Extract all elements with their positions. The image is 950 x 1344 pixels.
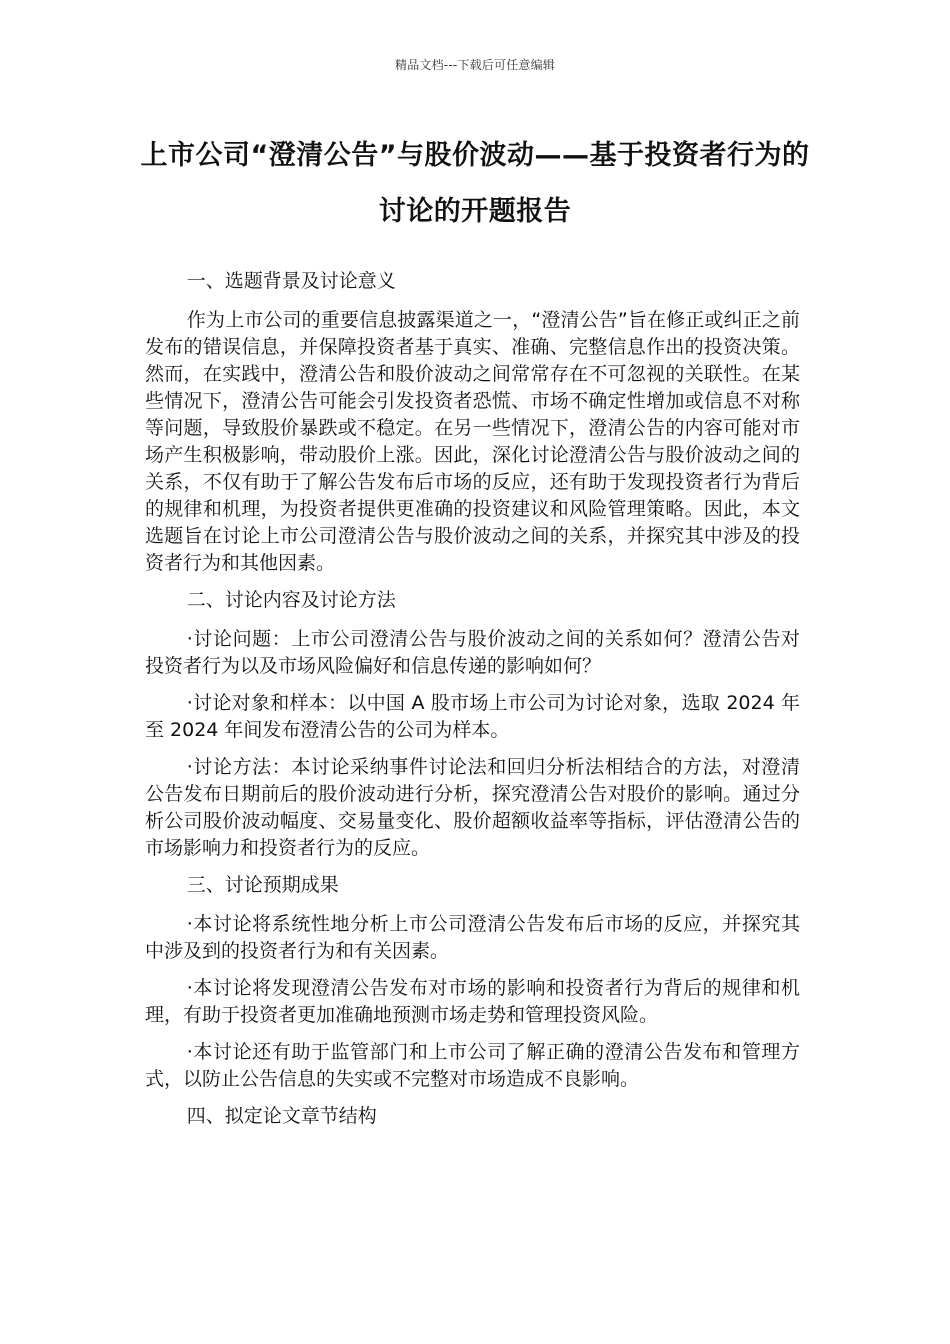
paragraph-result-2: ·本讨论将发现澄清公告发布对市场的影响和投资者行为背后的规律和机理，有助于投资者更加准确地预测市场走势和管理投资风险。: [145, 977, 800, 1026]
page-header: 精品文档---下载后可任意编辑: [395, 58, 555, 72]
document-title: 上市公司“澄清公告”与股价波动——基于投资者行为的讨论的开题报告: [140, 140, 810, 227]
paragraph-research-method: ·讨论方法：本讨论采纳事件讨论法和回归分析法相结合的方法，对澄清公告发布日期前后的股价波动进行分析，探究澄清公告对股价的影响。通过分析公司股价波动幅度、交易量变化、股价超额收益率等指标，评估澄清公告的市场影响力和投资者行为的反应。: [145, 756, 800, 859]
paragraph-research-question: ·讨论问题：上市公司澄清公告与股价波动之间的关系如何？澄清公告对投资者行为以及市场风险偏好和信息传递的影响如何？: [145, 628, 800, 677]
document-body: [145, 268, 800, 1142]
section-heading-chapter-structure: 四、拟定论文章节结构: [186, 1105, 377, 1127]
paragraph-research-sample: ·讨论对象和样本：以中国 A 股市场上市公司为讨论对象，选取 2024 年至 2024 年间发布澄清公告的公司为样本。: [145, 692, 800, 741]
paragraph-result-1: ·本讨论将系统性地分析上市公司澄清公告发布后市场的反应，并探究其中涉及到的投资者行为和有关因素。: [145, 913, 800, 962]
section-heading-background: 一、选题背景及讨论意义: [186, 270, 396, 292]
paragraph-result-3: ·本讨论还有助于监管部门和上市公司了解正确的澄清公告发布和管理方式，以防止公告信息的失实或不完整对市场造成不良影响。: [145, 1041, 800, 1090]
section-heading-content-methods: 二、讨论内容及讨论方法: [186, 589, 396, 611]
paragraph-background: 作为上市公司的重要信息披露渠道之一，“澄清公告”旨在修正或纠正之前发布的错误信息，并保障投资者基于真实、准确、完整信息作出的投资决策。然而，在实践中，澄清公告和股价波动之间常常存在不可忽视的关联性。在某些情况下，澄清公告可能会引发投资者恐慌、市场不确定性增加或信息不对称等问题，导致股价暴跌或不稳定。在另一些情况下，澄清公告的内容可能对市场产生积极影响，带动股价上涨。因此，深化讨论澄清公告与股价波动之间的关系，不仅有助于了解公告发布后市场的反应，还有助于发现投资者行为背后的规律和机理，为投资者提供更准确的投资建议和风险管理策略。因此，本文选题旨在讨论上市公司澄清公告与股价波动之间的关系，并探究其中涉及的投资者行为和其他因素。: [145, 309, 800, 574]
section-heading-expected-results: 三、讨论预期成果: [186, 874, 339, 896]
